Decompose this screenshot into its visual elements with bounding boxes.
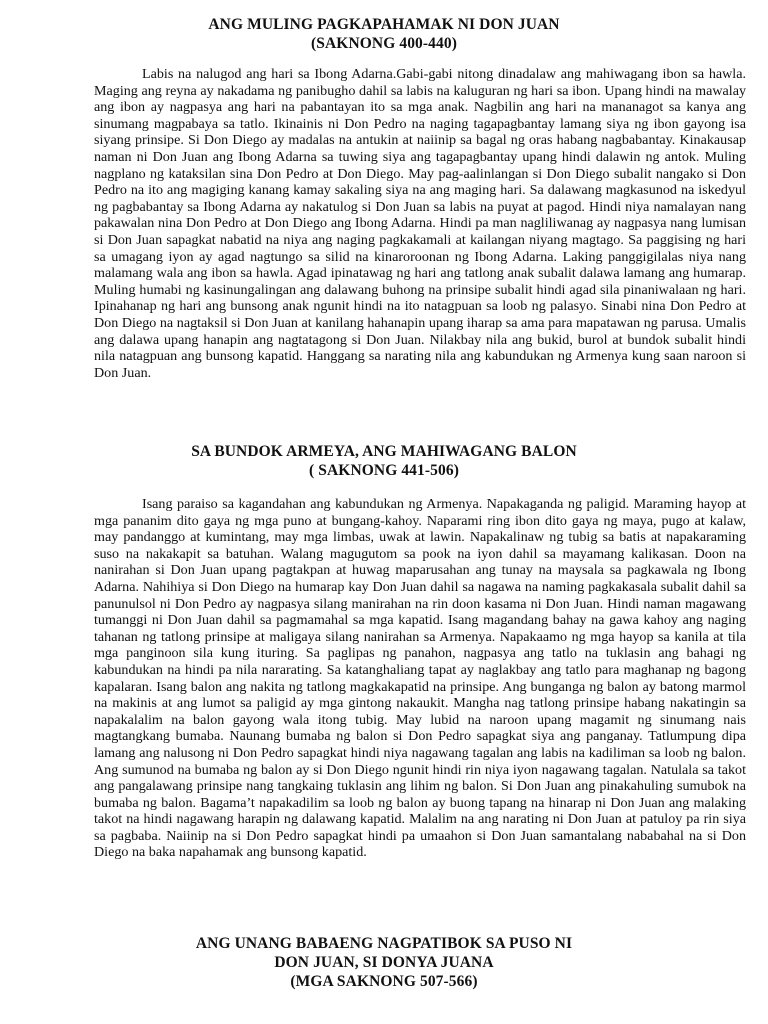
section-1-heading [0,15,768,53]
section-1-body: Labis na nalugod ang hari sa Ibong Adarna.Gabi-gabi nitong dinadalaw ang mahiwagang ibon sa hawla. Maging ang reyna ay nakadama ng panibugho dahil sa labis na kaluguran ng hari sa ibon. Upang hindi na mawalay ang ibon ay nagpasya ang hari na pabantayan ito sa mga anak. Nagbilin ang hari na mananagot sa kanya ang sinumang magpabaya sa tatlo. Ikinainis ni Don Pedro na naging tagapagbantay lamang siya ng ibon gayong isa siyang prinsipe. Si Don Diego ay madalas na antukin at naiinip sa bagal ng oras habang nagbabantay. Kinakausap naman ni Don Juan ang Ibong Adarna sa tuwing siya ang tagapagbantay upang hindi dalawin ng antok. Muling nagplano ng kataksilan sina Don Pedro at Don Diego. May pag-aalinlangan si Don Diego subalit nangako si Don Pedro na ito ang magiging kanang kamay sakaling siya na ang maging hari. Sa dalawang magkasunod na iskedyul ng pagbabantay sa Ibong Adarna ay nakatulog si Don Juan sa labis na puyat at pagod. Hindi niya namalayan nang pakawalan nina Don Pedro at Don Diego ang Ibong Adarna. Hindi pa man nagliliwanag ay nagpasya nang lumisan si Don Juan sapagkat nabatid na niya ang naging pagkakamali at kailangan niyang magtago. Sa paggising ng hari sa umagang iyon ay agad nagtungo sa silid na kinaroroonan ng Ibong Adarna. Laking panggigilalas niya nang malamang wala ang ibon sa hawla. Agad ipinatawag ng hari ang tatlong anak subalit dalawa lamang ang humarap. Muling humabi ng kasinungalingan ang dalawang buhong na prinsipe subalit hindi agad sila pinaniwalaan ng hari. Ipinahanap ng hari ang bunsong anak ngunit hindi na ito natagpuan sa loob ng palasyo. Sinabi nina Don Pedro at Don Diego na nagtaksil si Don Juan at kanilang hahanapin upang iharap sa ama para mapatawan ng parusa. Umalis ang dalawa upang hanapin ang nagtatagong si Don Juan. Nilakbay nila ang bukid, burol at bundok subalit hindi nila natagpuan ang bunsong kapatid. Hanggang sa narating nila ang kabundukan ng Armenya kung saan naroon si Don Juan. [94,66,746,381]
section-3-title-line-1: ANG UNANG BABAENG NAGPATIBOK SA PUSO NI [195,935,573,952]
section-2-heading [0,442,768,480]
section-2-stanza-range: ( SAKNONG 441-506) [309,462,459,479]
section-1-stanza-range: (SAKNONG 400-440) [311,35,457,52]
section-3-heading [0,934,768,991]
section-2-body: Isang paraiso sa kagandahan ang kabundukan ng Armenya. Napakaganda ng paligid. Maraming hayop at mga pananim dito gaya ng mga puno at bungang-kahoy. Naparami ring ibon dito gaya ng maya, pugo at kalaw, may pandanggo at kumintang, may mga limbas, uwak at lawin. Napakalinaw ng tubig sa batis at napakaraming suso na nakakapit sa batuhan. Walang magugutom sa pook na iyon dahil sa mayamang kalikasan. Doon na nanirahan si Don Juan upang pagtakpan at huwag maparusahan ang tunay na maysala sa pagkawala ng Ibong Adarna. Nahihiya si Don Diego na humarap kay Don Juan dahil sa nagawa na naming pagkakasala subalit dahil sa panunulsol ni Don Pedro ay nagpasya silang manirahan na rin doon kasama ni Don Juan. Hindi naman magawang tumanggi ni Don Juan dahil sa pagmamahal sa mga kapatid. Isang magandang bahay na gawa kahoy ang naging tahanan ng tatlong prinsipe at maligaya silang nanirahan sa Armenya. Napakaamo ng mga hayop sa kanila at tila mga panginoon sila kung ituring. Sa paglipas ng panahon, nagpasya ang tatlo na tuklasin ang bahagi ng kabundukan na hindi pa nila nararating. Sa katanghaliang tapat ay naglakbay ang tatlo para maghanap ng bagong kapalaran. Isang balon ang nakita ng tatlong magkakapatid na prinsipe. Ang bunganga ng balon ay batong marmol na makinis at ang lumot sa paligid ay mga gintong nakaukit. Mangha nag tatlong prinsipe habang nakatingin sa napakalalim na balon gayong wala itong tubig. May lubid na naroon upang magamit ng sinumang nais magtangkang bumaba. Naunang bumaba ng balon si Don Pedro sapagkat siya ang panganay. Tatlumpung dipa lamang ang nalusong ni Don Pedro sapagkat hindi niya nagawang tagalan ang labis na kadiliman sa loob ng balon. Ang sumunod na bumaba ng balon ay si Don Diego ngunit hindi rin niya iyon nagawang tagalan. Natulala sa takot ang pangalawang prinsipe nang tangkaing tuklasin ang lihim ng balon. Si Don Juan ang pinakahuling sumubok na bumaba ng balon. Bagama’t napakadilim sa loob ng balon ay buong tapang na hinarap ni Don Juan ang malaking takot na hindi nagawang harapin ng dalawang kapatid. Malalim na ang narating ni Don Juan at patuloy pa rin siya sa pagbaba. Naiinip na si Don Pedro sapagkat hindi pa umaahon si Don Juan samantalang nababahal na si Don Diego na baka napahamak ang bunsong kapatid. [94,496,746,861]
section-1-title: ANG MULING PAGKAPAHAMAK NI DON JUAN [208,16,560,33]
section-3-stanza-range: (MGA SAKNONG 507-566) [290,973,478,990]
section-3-title-line-2: DON JUAN, SI DONYA JUANA [274,954,494,971]
section-2-title: SA BUNDOK ARMEYA, ANG MAHIWAGANG BALON [191,443,577,460]
